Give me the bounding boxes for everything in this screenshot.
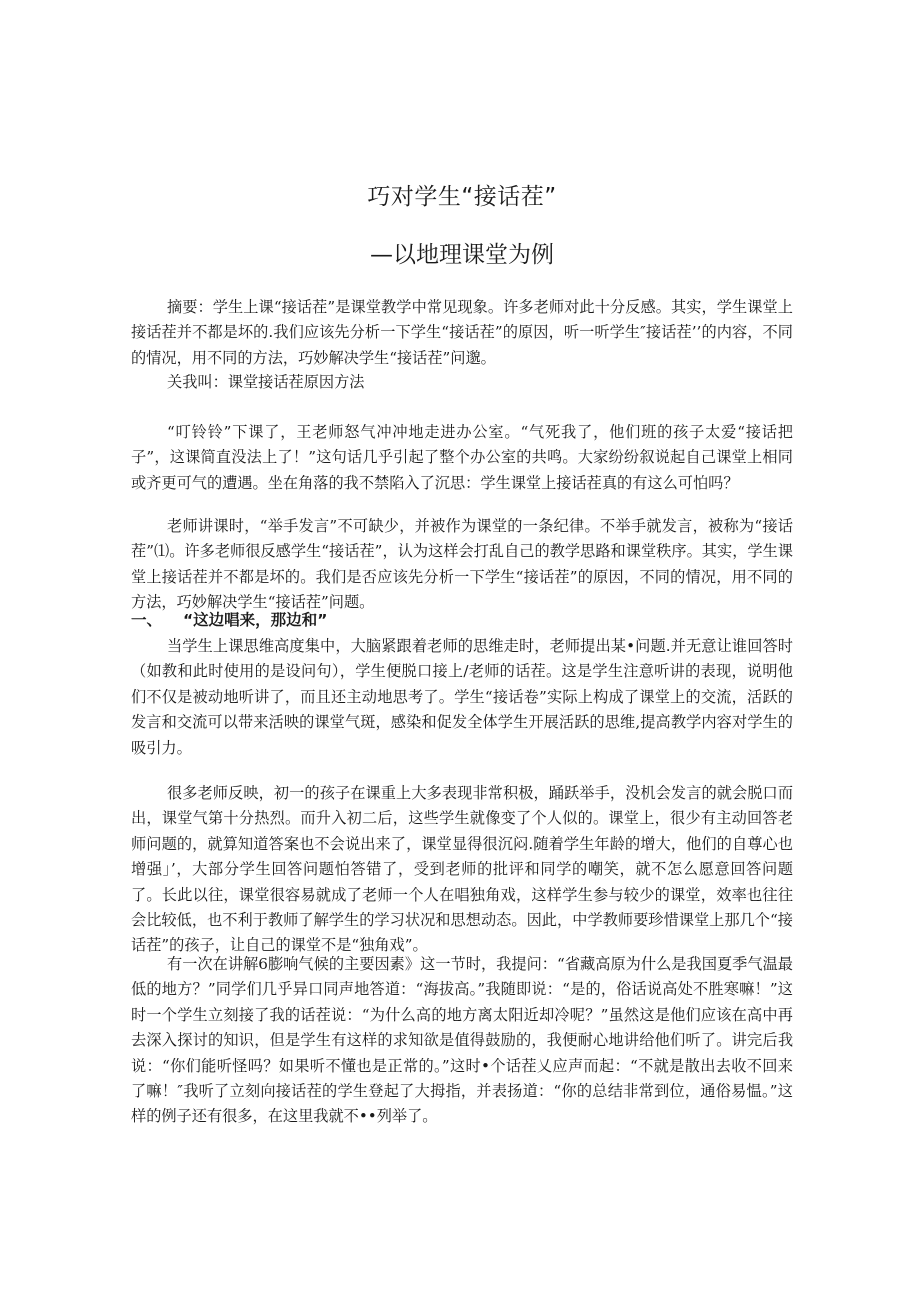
document-title: 巧对学生“接话茬” bbox=[367, 184, 557, 210]
section-heading bbox=[131, 609, 793, 631]
section-paragraph-2: 很多老师反映，初一的孩子在课重上大多表现非常积极，踊跃举手，没机会发言的就会脱口而出，课堂气第十分热烈。而升入初二后，这些学生就像变了个人似的。课堂上，很少有主动回答老师问题的，就算知道答案也不会说出来了，课堂显得很沉闷.随着学生年龄的增大，他们的自尊心也增强」’，大部分学生回答问题怕答错了，受到老师的批评和同学的嘲笑，就不怎么愿意回答问题了。长此以往，课堂很容易就成了老师一个人在唱独角戏，这样学生参与较少的课堂，效率也往往会比较低，也不利于教师了解学生的学习状况和思想动态。因此，中学教师要珍惜课堂上那几个“接话茬”的孩子，让自己的课堂不是“独角戏”。 bbox=[131, 784, 793, 955]
intro-paragraph-1: “叮铃铃”下课了，王老师怒气冲冲地走进办公室。“气死我了，他们班的孩子太爱“接话把子”，这课简直没法上了！”这句话几乎引起了整个办公室的共鸣。大家纷纷叙说起自己课堂上相同或齐更可气的遭遇。坐在角落的我不禁陷入了沉思：学生课堂上接话茬真的有这么可怕吗？ bbox=[131, 423, 793, 492]
section-paragraph-3: 有一次在讲解6膨响气候的主要因素》这一节时，我提问：“省藏高原为什么是我国夏季气温最低的地方？”同学们几乎异口同声地答道：“海拔高。”我随即说：“是的，俗话说高处不胜寒嘛！”这时一个学生立刻接了我的话茬说：“为什么高的地方离太阳近却冷呢？”虽然这是他们应该在高中再去深入探讨的知识，但是学生有这样的求知欲是值得鼓励的，我便耐心地讲给他们听了。讲完后我说：“你们能听怪吗？如果听不懂也是正常的。”这时•个话茬乂应声而起：“不就是散出去收不回来了嘛！″我听了立刻向接话茬的学生登起了大拇指，并表扬道：“你的总结非常到位，通俗易愠。”这样的例子还有很多，在这里我就不••列举了。 bbox=[131, 955, 793, 1126]
section-number: 一、 bbox=[131, 611, 163, 629]
section-paragraph-1: 当学生上课思维高度集中，大脑紧跟着老师的思维走时，老师提出某•问题.并无意让谁回答时（如教和此时使用的是设问句），学生便脱口接上/老师的话茬。这是学生注意听讲的表现，说明他们不仅是被动地听讲了，而且还主动地思考了。学生“接话卷”实际上构成了课堂上的交流，活跃的发言和交流可以带来活映的课堂气斑，感染和促发全体学生开展活跃的思维,提高教学内容对学生的吸引力。 bbox=[131, 637, 793, 757]
document-subtitle: —以地理课堂为例 bbox=[370, 242, 554, 268]
intro-paragraph-2: 老师讲课时，“举手发言”不可缺少，并被作为课堂的一条纪律。不举手就发言，被称为“接话茬”⑴。许多老师很反感学生“接话茬”，认为这样会打乱自己的教学思路和课堂秩序。其实，学生课堂上接话茬并不都是坏的。我们是否应该先分析一下学生“接话茬”的原因，不同的情况，用不同的方法，巧妙解决学生“接话茬”问题。 bbox=[131, 517, 793, 612]
abstract-paragraph: 摘要：学生上课“接话茬”是课堂教学中常见现象。许多老师对此十分反感。其实，学生课堂上接话茬并不都是坏的.我们应该先分析一下学生“接话茬”的原因，听一听学生″接话茬’’的内容，不同的情况，用不同的方法，巧妙解决学生“接话茬”问邈。 bbox=[131, 298, 793, 367]
section-heading-text: “这边唱来，那边和” bbox=[183, 611, 328, 629]
keywords-line: 关我叫：课堂接话茬原因方法 bbox=[167, 373, 365, 391]
